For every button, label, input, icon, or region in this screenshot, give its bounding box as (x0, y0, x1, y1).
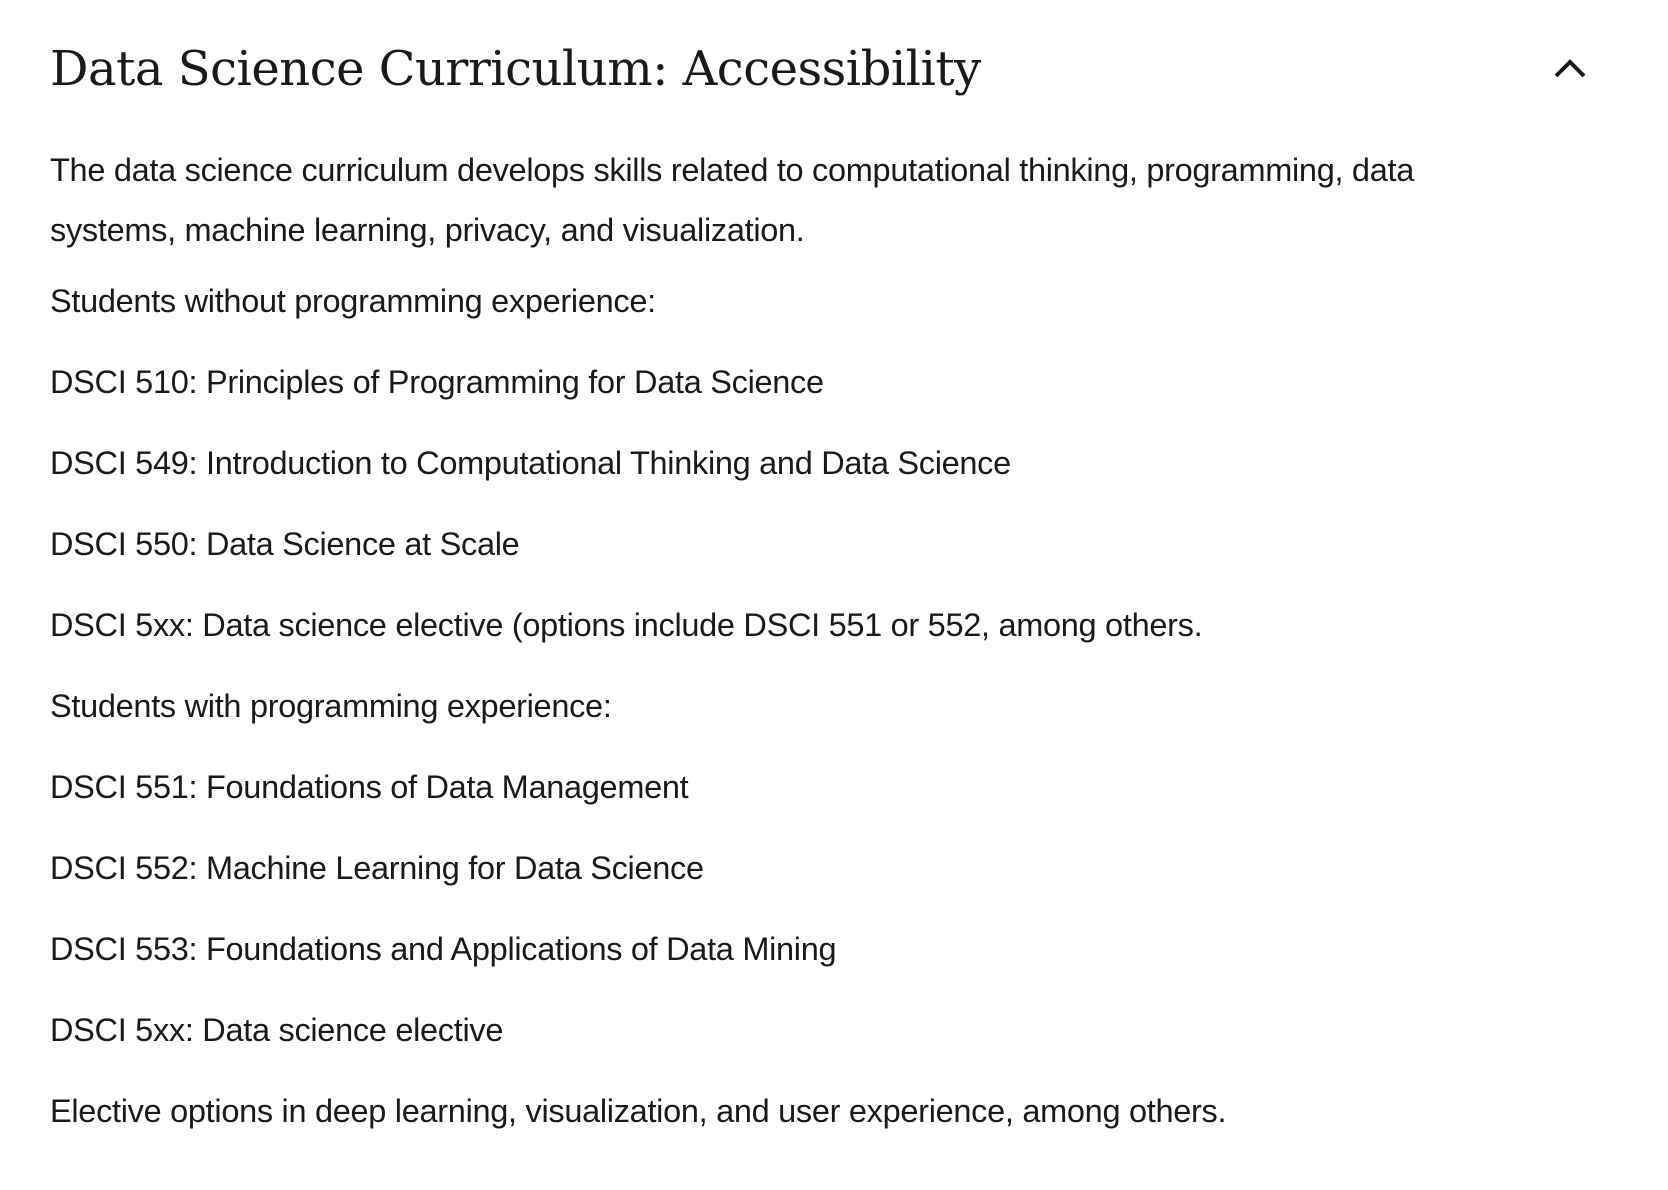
intro-line: The data science curriculum develops skills related to computational thinking, programming, data (50, 152, 1414, 188)
accordion-content (50, 140, 1610, 1152)
course-item: DSCI 5xx: Data science elective (options include DSCI 551 or 552, among others. (50, 607, 1203, 643)
intro-paragraph (50, 140, 1610, 260)
course-item: DSCI 553: Foundations and Applications of Data Mining (50, 931, 837, 967)
intro-line: systems, machine learning, privacy, and visualization. (50, 212, 805, 248)
course-item: DSCI 549: Introduction to Computational Thinking and Data Science (50, 445, 1011, 481)
course-item: DSCI 552: Machine Learning for Data Science (50, 850, 704, 886)
accordion-header[interactable] (50, 0, 1610, 140)
course-item: DSCI 5xx: Data science elective (50, 1012, 504, 1048)
curriculum-accordion (50, 0, 1610, 1129)
section-title: Data Science Curriculum: Accessibility (50, 41, 981, 97)
course-item: DSCI 510: Principles of Programming for Data Science (50, 364, 824, 400)
course-item: DSCI 550: Data Science at Scale (50, 526, 520, 562)
collapse-toggle-button[interactable] (1546, 46, 1594, 94)
no-experience-heading: Students without programming experience: (50, 283, 656, 319)
elective-note: Elective options in deep learning, visualization, and user experience, among others. (50, 1093, 1227, 1129)
experience-heading: Students with programming experience: (50, 688, 612, 724)
chevron-up-icon (1546, 46, 1594, 94)
course-item: DSCI 551: Foundations of Data Management (50, 769, 689, 805)
